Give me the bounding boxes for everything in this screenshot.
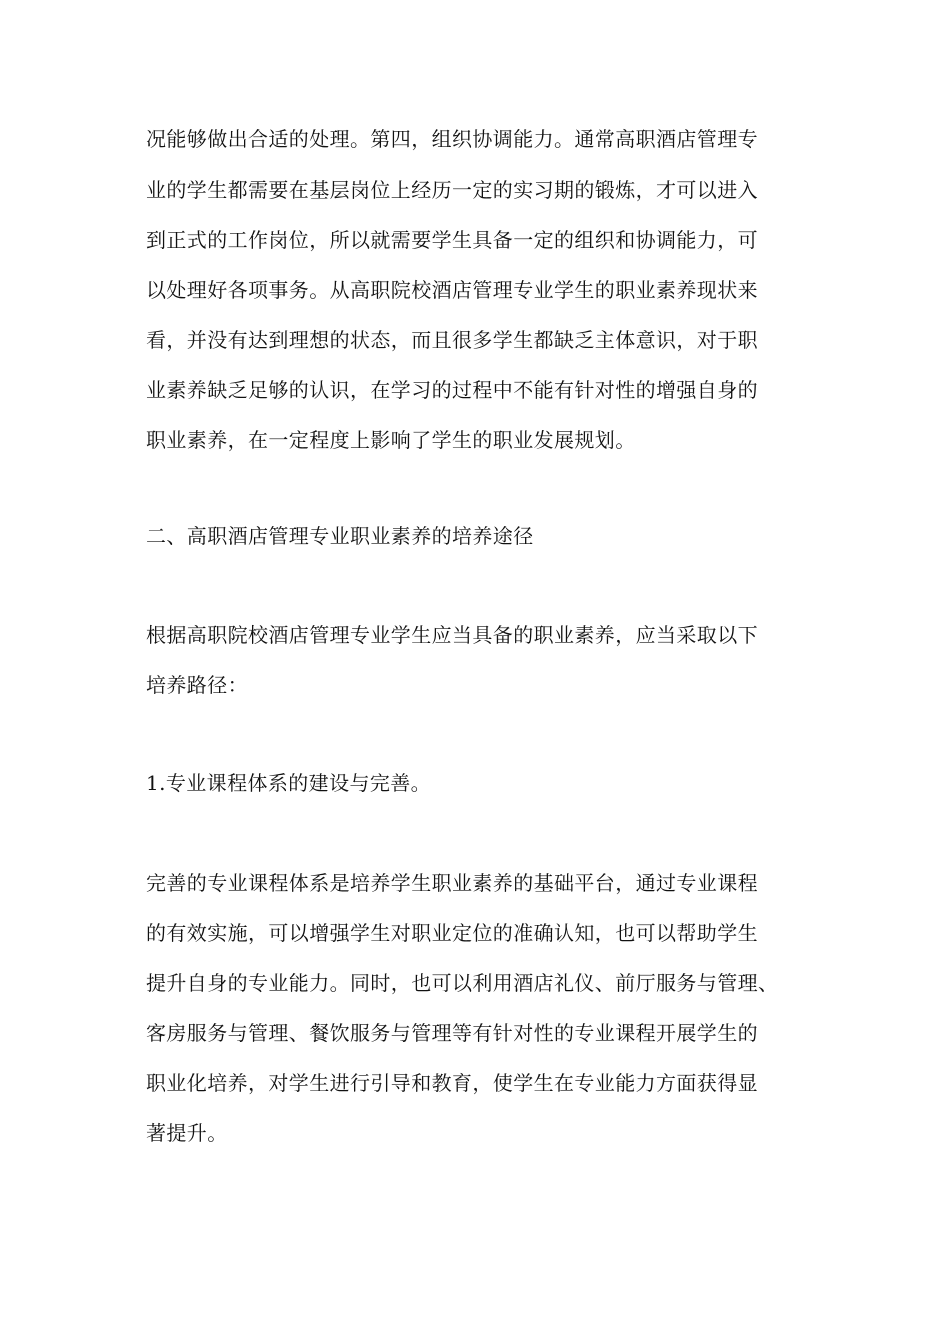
paragraph-line: 看，并没有达到理想的状态，而且很多学生都缺乏主体意识，对于职 <box>146 328 758 352</box>
paragraph-line: 培养路径： <box>146 673 248 697</box>
paragraph-line: 提升自身的专业能力。同时，也可以利用酒店礼仪、前厅服务与管理、 <box>146 971 779 995</box>
paragraph-line: 职业素养，在一定程度上影响了学生的职业发展规划。 <box>146 428 636 452</box>
paragraph-line: 完善的专业课程体系是培养学生职业素养的基础平台，通过专业课程 <box>146 871 758 895</box>
paragraph-line: 况能够做出合适的处理。第四，组织协调能力。通常高职酒店管理专 <box>146 127 758 151</box>
paragraph-line: 以处理好各项事务。从高职院校酒店管理专业学生的职业素养现状来 <box>146 278 758 302</box>
paragraph-line: 业素养缺乏足够的认识，在学习的过程中不能有针对性的增强自身的 <box>146 378 758 402</box>
paragraph-line: 的有效实施，可以增强学生对职业定位的准确认知，也可以帮助学生 <box>146 921 758 945</box>
paragraph-line: 到正式的工作岗位，所以就需要学生具备一定的组织和协调能力，可 <box>146 228 758 252</box>
paragraph-line: 业的学生都需要在基层岗位上经历一定的实习期的锻炼，才可以进入 <box>146 178 758 202</box>
paragraph-line: 职业化培养，对学生进行引导和教育，使学生在专业能力方面获得显 <box>146 1071 758 1095</box>
subheading: 1.专业课程体系的建设与完善。 <box>146 771 432 795</box>
paragraph-line: 根据高职院校酒店管理专业学生应当具备的职业素养，应当采取以下 <box>146 623 758 647</box>
paragraph-line: 客房服务与管理、餐饮服务与管理等有针对性的专业课程开展学生的 <box>146 1021 758 1045</box>
section-heading: 二、高职酒店管理专业职业素养的培养途径 <box>146 524 534 548</box>
paragraph-line: 著提升。 <box>146 1121 228 1145</box>
